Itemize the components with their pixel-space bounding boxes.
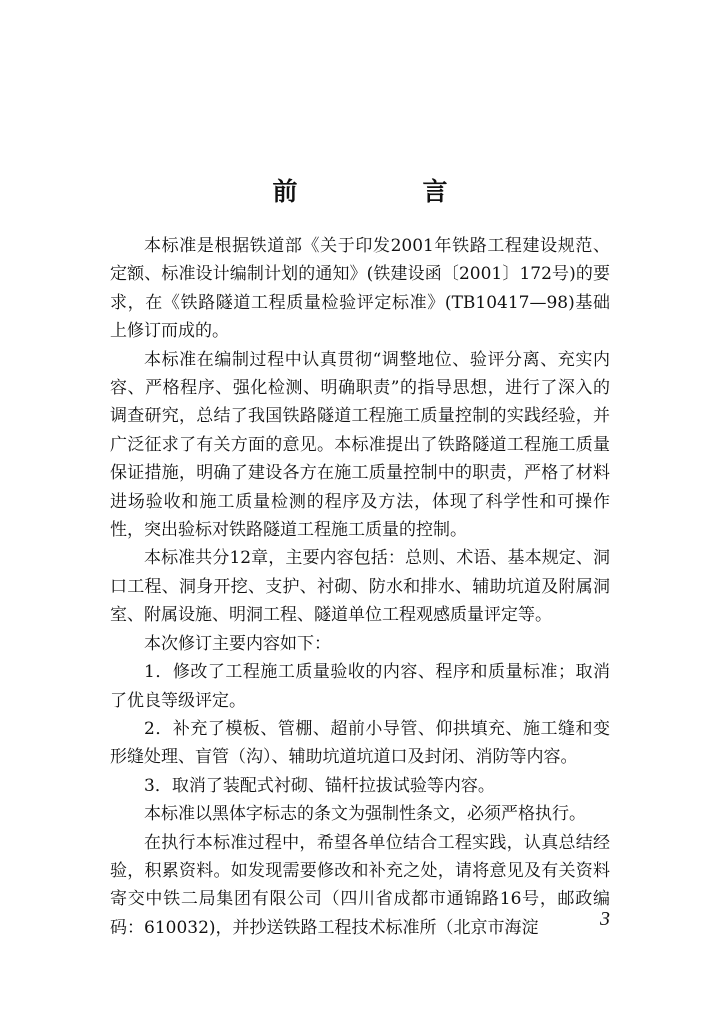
page-number: 3 [600, 908, 610, 930]
preface-body [110, 232, 610, 942]
paragraph-revision-intro: 本次修订主要内容如下： [144, 633, 331, 654]
paragraph-basis: 本标准是根据铁道部《关于印发2001年铁路工程建设规范、定额、标准设计编制计划的通知》(铁建设函〔2001〕172号)的要求，在《铁路隧道工程质量检验评定标准》(TB10417—98)基础上修订而成的。 [110, 236, 610, 342]
paragraph-revision-item-3: 3．取消了装配式衬砌、锚杆拉拔试验等内容。 [144, 775, 495, 796]
paragraph-chapters: 本标准共分12章，主要内容包括：总则、术语、基本规定、洞口工程、洞身开挖、支护、衬砌、防水和排水、辅助坑道及附属洞室、附属设施、明洞工程、隧道单位工程观感质量评定等。 [110, 548, 610, 626]
paragraph-feedback: 在执行本标准过程中，希望各单位结合工程实践，认真总结经验，积累资料。如发现需要修改和补充之处，请将意见及有关资料寄交中铁二局集团有限公司（四川省成都市通锦路16号，邮政编码：610032)，并抄送铁路工程技术标准所（北京市海淀 [110, 832, 610, 938]
paragraph-revision-item-2: 2．补充了模板、管棚、超前小导管、仰拱填充、施工缝和变形缝处理、盲管（沟）、辅助坑道坑道口及封闭、消防等内容。 [110, 718, 610, 768]
paragraph-guiding-principles: 本标准在编制过程中认真贯彻“调整地位、验评分离、充实内容、严格程序、强化检测、明确职责”的指导思想，进行了深入的调查研究，总结了我国铁路隧道工程施工质量控制的实践经验，并广泛征求了有关方面的意见。本标准提出了铁路隧道工程施工质量保证措施，明确了建设各方在施工质量控制中的职责，严格了材料进场验收和施工质量检测的程序及方法，体现了科学性和可操作性，突出验标对铁路隧道工程施工质量的控制。 [110, 349, 610, 541]
paragraph-revision-item-1: 1．修改了工程施工质量验收的内容、程序和质量标准；取消了优良等级评定。 [110, 662, 610, 711]
page-title: 前 言 [272, 177, 498, 206]
paragraph-mandatory-clauses: 本标准以黑体字标志的条文为强制性条文，必须严格执行。 [144, 804, 586, 825]
